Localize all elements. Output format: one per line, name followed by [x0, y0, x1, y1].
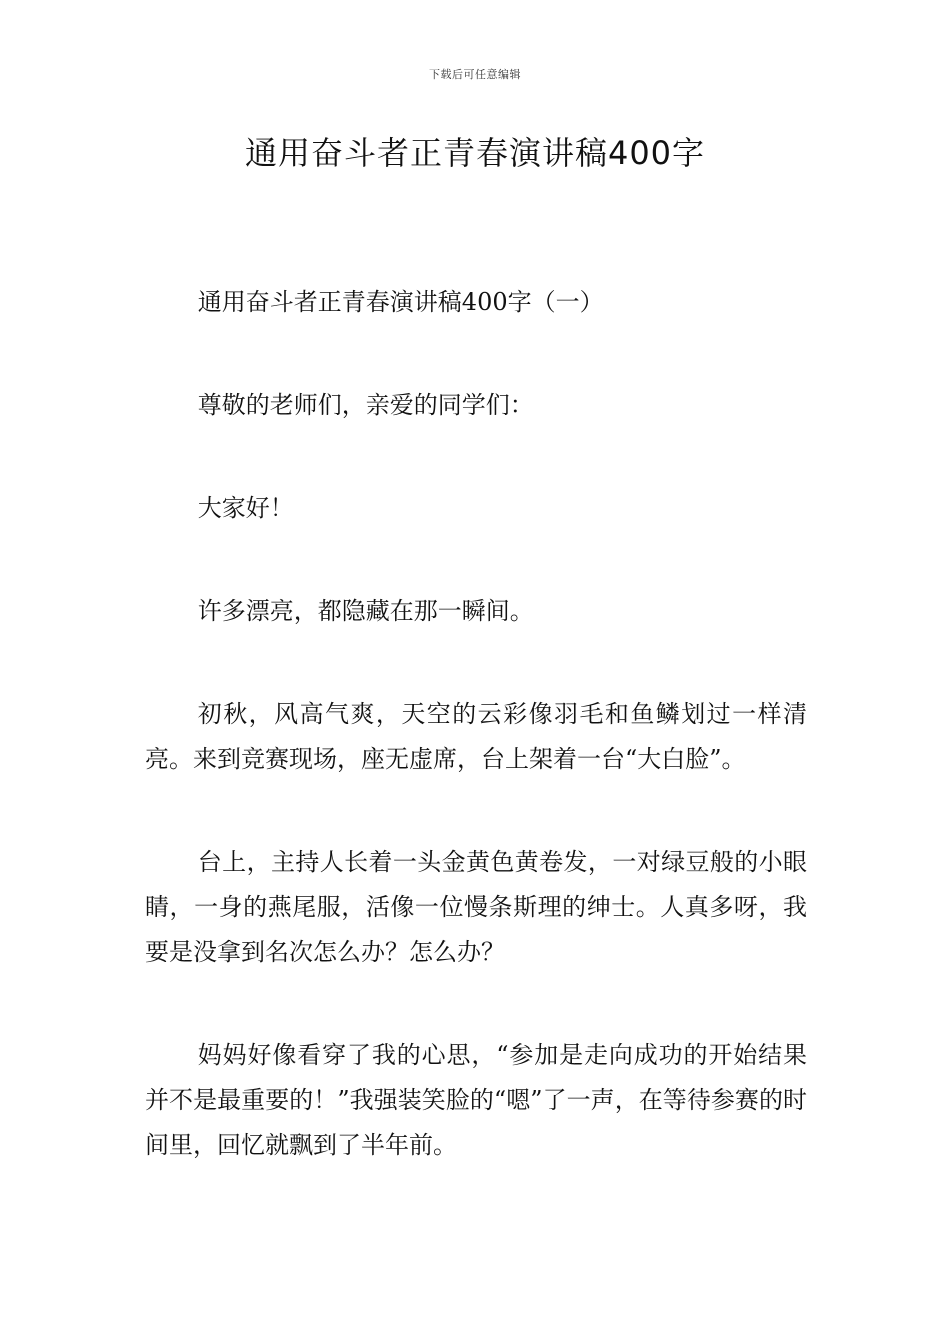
paragraph: 台上，主持人长着一头金黄色黄卷发，一对绿豆般的小眼睛，一身的燕尾服，活像一位慢条斯理的绅士。人真多呀，我要是没拿到名次怎么办？怎么办？	[145, 848, 807, 966]
paragraph: 许多漂亮，都隐藏在那一瞬间。	[197, 597, 534, 625]
header-note: 下载后可任意编辑	[429, 68, 521, 81]
paragraph: 妈妈好像看穿了我的心思，“参加是走向成功的开始结果并不是最重要的！”我强装笑脸的“嗯”了一声，在等待参赛的时间里，回忆就飘到了半年前。	[145, 1041, 807, 1159]
paragraph-greeting: 大家好！	[197, 494, 294, 522]
document-title: 通用奋斗者正青春演讲稿400字	[244, 134, 706, 172]
paragraph-subtitle: 通用奋斗者正青春演讲稿400字（一）	[197, 288, 604, 316]
document-body	[145, 280, 807, 1226]
paragraph: 初秋，风高气爽，天空的云彩像羽毛和鱼鳞划过一样清亮。来到竞赛现场，座无虚席，台上架着一台“大白脸”。	[145, 700, 807, 773]
paragraph-salutation: 尊敬的老师们，亲爱的同学们：	[197, 391, 534, 419]
